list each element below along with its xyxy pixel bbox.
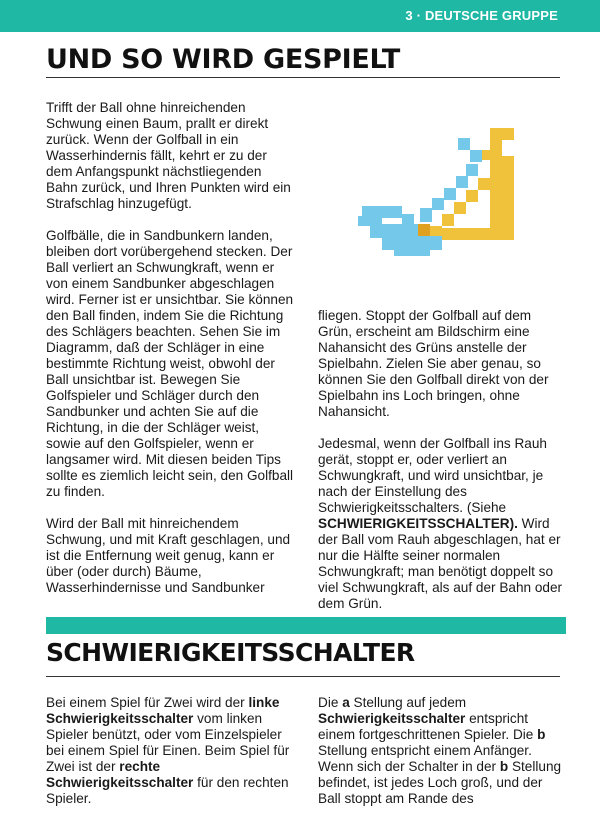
text-run: Stellung auf jedem (353, 695, 467, 710)
overlap-block (418, 224, 430, 236)
title-rule (46, 77, 560, 78)
switch-name: linke Schwierigkeitsschalter (46, 695, 280, 726)
fairway-block (478, 178, 490, 190)
text-run: Wird der Ball vom Rauh abgeschlagen, hat er nur die Hälfte seiner normalen Schwungkraft; man benötigt doppelt so viel Schwungkraft, als auf der Bahn oder dem Grün. (318, 516, 563, 611)
paragraph: Golfbälle, die in Sandbunkern landen, bleiben dort vorübergehend stecken. Der Ball verliert an Schwungkraft, wenn er von einem Sandbunker abgeschlagen wird. Ferner ist er unsichtbar. Sie können den Ball finden, indem Sie die Richtung des Schlägers beachten. Sehen Sie im Diagramm, daß der Schläger in eine bestimmte Richtung weist, obwohl der Ball unsichtbar ist. Bewegen Sie Golfspieler und Schläger durch den Sandbunker und achten Sie auf die Richtung, in die der Schläger weist, sowie auf den Golfspieler, wenn er langsamer wird. Mit diesen beiden Tips sollte es ziemlich leicht sein, den Golfball zu finden. (46, 228, 294, 499)
fairway-block (466, 190, 478, 202)
water-block (394, 248, 430, 256)
paragraph (318, 695, 564, 807)
fairway-block (442, 214, 454, 226)
water-block (456, 176, 468, 188)
water-block (470, 150, 482, 162)
text-run: für den rechten Spieler. (46, 775, 289, 806)
section-title-gameplay: UND SO WIRD GESPIELT (46, 44, 401, 75)
paragraph (46, 695, 294, 807)
position-letter: a (342, 695, 350, 710)
fairway-block (490, 156, 514, 240)
text-run: Bei einem Spiel für Zwei wird der (46, 695, 245, 710)
section-title-difficulty: SCHWIERIGKEITSSCHALTER (46, 638, 415, 667)
text-run: Stellung entspricht einem Anfänger. Wenn sich der Schalter in der (318, 743, 532, 774)
text-run: Stellung befindet, ist jedes Loch groß, und der Ball stoppt am Rande des (318, 759, 562, 806)
paragraph: Trifft der Ball ohne hinreichenden Schwung einen Baum, prallt er direkt zurück. Wenn der Golfball in ein Wasserhindernis fällt, kehrt er zu der dem Anfangspunkt nächstliegenden Bahn zurück, und Ihren Punkten wird ein Strafschlag hinzugefügt. (46, 100, 291, 211)
fairway-block (454, 202, 466, 214)
chapter-label: 3 · DEUTSCHE GRUPPE (405, 8, 558, 23)
paragraph: fliegen. Stoppt der Golfball auf dem Grün, erscheint am Bildschirm eine Nahansicht des Grüns anstelle der Spielbahn. Zielen Sie aber genau, so können Sie den Golfball direkt von der Spielbahn ins Loch bringen, ohne Nahansicht. (318, 308, 549, 419)
text-run: Jedesmal, wenn der Golfball ins Rauh gerät, stoppt er, oder verliert an Schwungkraft, und wird unsichtbar, je nach der Einstellung des Schwierigkeitsschalters. (Siehe (318, 436, 547, 515)
text-run: vom linken Spieler benützt, oder vom Einzelspieler bei einem Spiel für Einen. Beim Spiel für Zwei ist der (46, 711, 290, 774)
gameplay-column-left (46, 100, 294, 596)
paragraph: Wird der Ball mit hinreichendem Schwung, und mit Kraft geschlagen, und ist die Entfernung weit genug, kann er über (oder durch) Bäume, Wasserhindernisse und Sandbunker (46, 516, 291, 595)
difficulty-column-left (46, 695, 294, 807)
position-letter: b (537, 727, 546, 742)
paragraph (318, 436, 564, 612)
water-block (466, 164, 478, 176)
cross-reference: SCHWIERIGKEITSSCHALTER). (318, 516, 518, 531)
water-block (420, 208, 432, 222)
switch-name: rechte Schwierigkeitsschalter (46, 759, 194, 790)
water-block (458, 138, 470, 150)
position-letter: b (499, 759, 509, 774)
switch-name: Schwierigkeitsschalter (318, 711, 466, 726)
section-color-band (46, 617, 566, 634)
water-block (382, 236, 442, 250)
fairway-block (442, 228, 490, 240)
text-run: entspricht einem fortgeschrittenen Spieler. Die (318, 711, 534, 742)
water-block (432, 198, 444, 210)
fairway-block (490, 128, 514, 140)
difficulty-column-right (318, 695, 564, 807)
water-block (370, 224, 418, 238)
title-rule (46, 676, 560, 677)
water-block (444, 188, 456, 200)
golf-hole-illustration (358, 128, 518, 268)
gameplay-column-right (318, 308, 564, 612)
text-run: Die (318, 695, 339, 710)
